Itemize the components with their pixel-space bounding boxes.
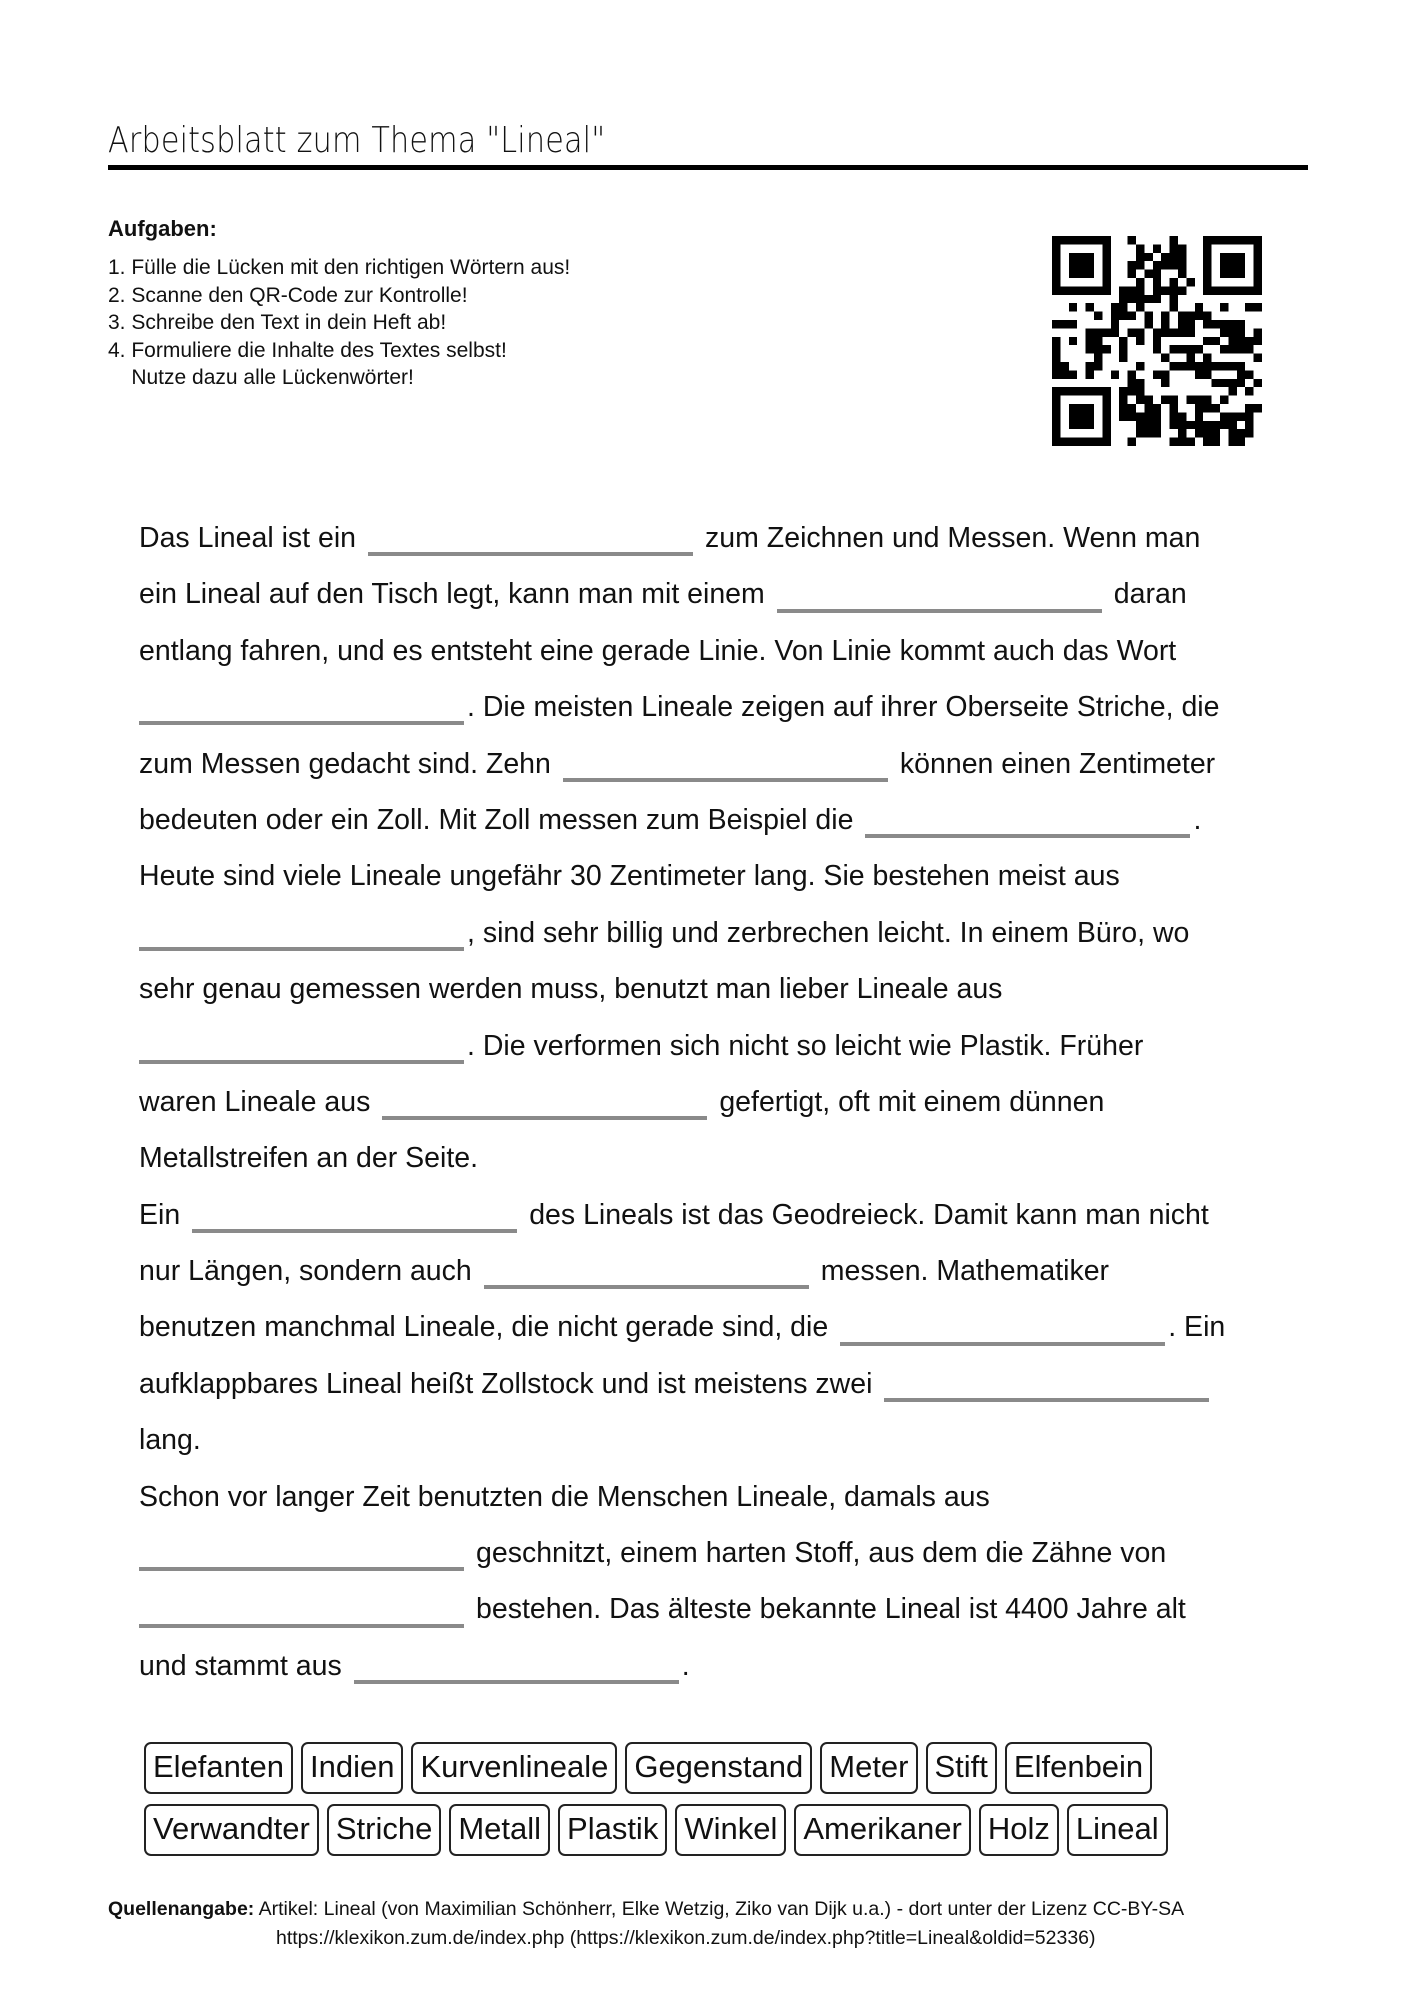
blank-field[interactable] xyxy=(139,1533,464,1571)
blank-field[interactable] xyxy=(382,1082,707,1120)
blank-field[interactable] xyxy=(884,1364,1209,1402)
source-url[interactable]: https://klexikon.zum.de/index.php (https://klexikon.zum.de/index.php?title=Lineal&oldid=52336) xyxy=(276,1927,1096,1949)
cloze-text xyxy=(139,510,1299,1694)
blank-field[interactable] xyxy=(840,1307,1165,1345)
text-line: waren Lineale aus gefertigt, oft mit einem dünnen xyxy=(139,1074,1299,1130)
word-bank-row xyxy=(144,1804,1304,1856)
text-line: Heute sind viele Lineale ungefähr 30 Zentimeter lang. Sie bestehen meist aus xyxy=(139,860,1120,893)
source-label: Quellenangabe: xyxy=(108,1898,255,1920)
page-title: Arbeitsblatt zum Thema "Lineal" xyxy=(108,120,606,161)
word-tile[interactable]: Lineal xyxy=(1067,1804,1168,1856)
text-line: aufklappbares Lineal heißt Zollstock und ist meistens zwei xyxy=(139,1356,1299,1412)
text-line: bestehen. Das älteste bekannte Lineal ist 4400 Jahre alt xyxy=(139,1581,1299,1637)
word-tile[interactable]: Elefanten xyxy=(144,1742,293,1794)
word-tile[interactable]: Amerikaner xyxy=(794,1804,971,1856)
word-tile[interactable]: Meter xyxy=(820,1742,917,1794)
text-line: geschnitzt, einem harten Stoff, aus dem die Zähne von xyxy=(139,1525,1299,1581)
blank-field[interactable] xyxy=(865,800,1190,838)
word-bank-row xyxy=(144,1742,1304,1794)
word-tile[interactable]: Stift xyxy=(926,1742,997,1794)
word-tile[interactable]: Metall xyxy=(449,1804,550,1856)
text-line: bedeuten oder ein Zoll. Mit Zoll messen zum Beispiel die . xyxy=(139,792,1299,848)
text-line: benutzen manchmal Lineale, die nicht gerade sind, die . Ein xyxy=(139,1299,1299,1355)
blank-field[interactable] xyxy=(484,1251,809,1289)
task-item: 2. Scanne den QR-Code zur Kontrolle! xyxy=(108,283,468,307)
word-tile[interactable]: Plastik xyxy=(558,1804,667,1856)
qr-code-icon xyxy=(1052,236,1262,446)
text-line: und stammt aus . xyxy=(139,1638,1299,1694)
text-line: ein Lineal auf den Tisch legt, kann man mit einem daran xyxy=(139,566,1299,622)
word-tile[interactable]: Gegenstand xyxy=(625,1742,812,1794)
blank-field[interactable] xyxy=(139,1589,464,1627)
blank-field[interactable] xyxy=(777,574,1102,612)
text-line: Schon vor langer Zeit benutzten die Menschen Lineale, damals aus xyxy=(139,1480,990,1513)
text-line: Das Lineal ist ein zum Zeichnen und Messen. Wenn man xyxy=(139,510,1299,566)
word-tile[interactable]: Elfenbein xyxy=(1005,1742,1152,1794)
source-text: Artikel: Lineal (von Maximilian Schönherr, Elke Wetzig, Ziko van Dijk u.a.) - dort unter der Lizenz CC-BY-SA xyxy=(254,1898,1185,1920)
task-item: 1. Fülle die Lücken mit den richtigen Wörtern aus! xyxy=(108,256,571,279)
blank-field[interactable] xyxy=(192,1195,517,1233)
source-note xyxy=(108,1895,1185,1949)
word-tile[interactable]: Winkel xyxy=(675,1804,786,1856)
blank-field[interactable] xyxy=(563,743,888,781)
text-line: . Die meisten Lineale zeigen auf ihrer Oberseite Striche, die xyxy=(139,679,1299,735)
text-line: . Die verformen sich nicht so leicht wie Plastik. Früher xyxy=(139,1018,1299,1074)
word-tile[interactable]: Indien xyxy=(301,1742,403,1794)
blank-field[interactable] xyxy=(139,913,464,951)
text-line: Ein des Lineals ist das Geodreieck. Damit kann man nicht xyxy=(139,1187,1299,1243)
task-item: 4. Formuliere die Inhalte des Textes selbst! xyxy=(108,338,507,362)
blank-field[interactable] xyxy=(139,1025,464,1063)
tasks-heading: Aufgaben: xyxy=(108,216,217,241)
blank-field[interactable] xyxy=(139,687,464,725)
text-line: , sind sehr billig und zerbrechen leicht. In einem Büro, wo xyxy=(139,905,1299,961)
word-tile[interactable]: Kurvenlineale xyxy=(411,1742,617,1794)
word-tile[interactable]: Striche xyxy=(327,1804,441,1856)
title-rule xyxy=(108,165,1308,170)
text-line: lang. xyxy=(139,1424,201,1457)
word-bank xyxy=(144,1742,1304,1866)
word-tile[interactable]: Holz xyxy=(979,1804,1059,1856)
blank-field[interactable] xyxy=(368,518,693,556)
text-line: entlang fahren, und es entsteht eine gerade Linie. Von Linie kommt auch das Wort xyxy=(139,634,1177,667)
task-item: 3. Schreibe den Text in dein Heft ab! xyxy=(108,311,447,334)
word-tile[interactable]: Verwandter xyxy=(144,1804,319,1856)
text-line: zum Messen gedacht sind. Zehn können einen Zentimeter xyxy=(139,736,1299,792)
task-item: Nutze dazu alle Lückenwörter! xyxy=(108,366,414,389)
blank-field[interactable] xyxy=(354,1646,679,1684)
text-line: sehr genau gemessen werden muss, benutzt man lieber Lineale aus xyxy=(139,973,1003,1006)
text-line: nur Längen, sondern auch messen. Mathematiker xyxy=(139,1243,1299,1299)
task-list xyxy=(108,254,570,392)
text-line: Metallstreifen an der Seite. xyxy=(139,1142,479,1175)
